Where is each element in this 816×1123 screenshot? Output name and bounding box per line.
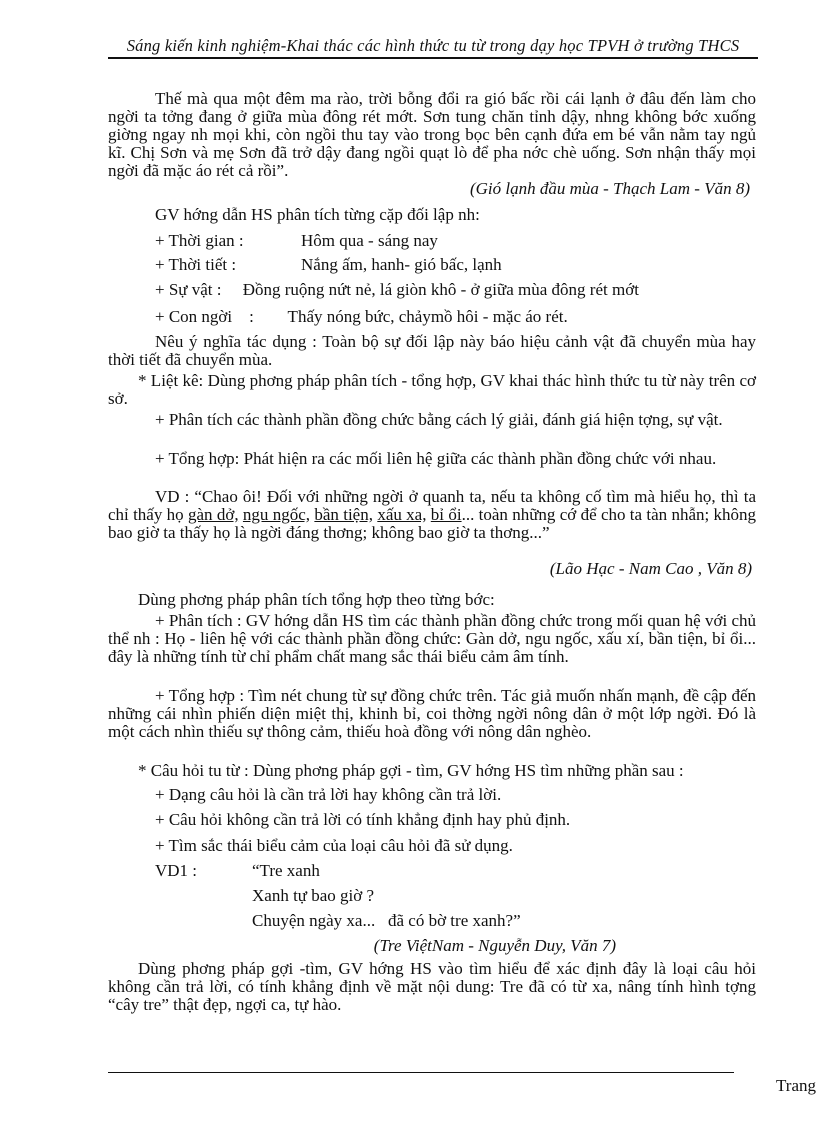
underlined-word-xau-xa: xấu xa, [377,505,427,524]
paragraph-step-synthesis: + Tổng hợp : Tìm nét chung từ sự đồng chức trên. Tác giả muốn nhấn mạnh, đề cập đến những cái nhìn phiến diện miệt thị, khinh bỉ, coi thờng ngời nông dân ở một lớp ngời. Đó là một cách nhìn thiếu sự thông cảm, thiếu hoà đồng với nông dân nghèo. [108,686,756,741]
pair-time [108,232,756,256]
bullet-question-emotion: + Tìm sắc thái biểu cảm của loại câu hỏi đã sử dụng. [155,836,513,855]
paragraph-rhetorical-question: * Câu hỏi tu từ : Dùng phơng pháp gợi - tìm, GV hớng HS tìm những phần sau : [138,761,684,780]
example-text-end: ... toàn những cớ để cho ta tàn nhẫn; không bao giờ ta thấy họ là ngời đáng thơng; không bao giờ ta thơng...” [108,505,757,542]
paragraph-conclusion: Dùng phơng pháp gợi -tìm, GV hớng HS vào tìm hiểu để xác định đây là loại câu hỏi không cần trả lời, có tính khẳng định về mặt nội dung: Tre đã có từ xa, nâng tính hình tợng “cây tre” thật đẹp, ngợi ca, tự hào. [108,959,756,1014]
header-rule [108,57,758,59]
pair-object: + Sự vật : Đồng ruộng nứt nẻ, lá giòn khô - ở giữa mùa đông rét mớt [155,280,639,299]
pair-weather [108,256,756,281]
paragraph-meaning: Nêu ý nghĩa tác dụng : Toàn bộ sự đối lập này báo hiệu cảnh vật đã chuyển mùa hay thời tiết đã chuyển mùa. [108,332,756,369]
citation-tre-viet-nam: (Tre ViệtNam - Nguyễn Duy, Văn 7) [373,936,616,955]
paragraph-liet-ke: * Liệt kê: Dùng phơng pháp phân tích - tổng hợp, GV khai thác hình thức tu từ này trên cơ sở. [108,371,756,408]
underlined-word-ban-tien: bần tiện, [314,505,373,524]
page-label: Trang [776,1076,816,1095]
paragraph-step-analysis: + Phân tích : GV hớng dẫn HS tìm các thành phần đồng chức trong mối quan hệ với chủ thể nh : Họ - liên hệ với các thành phần đồng chức: Gàn dở, ngu ngốc, xấu xí, bần tiện, bỉ ổi... đây là những tính từ chỉ phẩm chất mang sắc thái biểu cảm âm tính. [108,611,756,666]
page-header: Sáng kiến kinh nghiệm-Khai thác các hình thức tu từ trong dạy học TPVH ở trường THCS [126,36,740,55]
underlined-word-gan-do: gàn dở, [187,505,239,524]
poem-line-1: “Tre xanh [252,861,320,880]
poem-line-2: Xanh tự bao giờ ? [252,886,375,905]
citation-lao-hac: (Lão Hạc - Nam Cao , Văn 8) [549,559,752,578]
citation-gio-lanh: (Gió lạnh đầu mùa - Thạch Lam - Văn 8) [469,179,750,198]
document-body [108,90,756,1014]
poem-first-line [108,862,756,887]
bullet-question-affirm: + Câu hỏi không cần trả lời có tính khẳng định hay phủ định. [155,810,571,829]
footer-rule [108,1072,734,1073]
underlined-word-ngu-ngoc: ngu ngốc, [242,505,311,524]
pair-weather-value: Nắng ấm, hanh- gió bấc, lạnh [301,255,502,274]
paragraph-analysis: + Phân tích các thành phần đồng chức bằng cách lý giải, đánh giá hiện tợng, sự vật. [155,410,723,429]
paragraph-lao-hac-example [108,488,756,560]
pair-weather-label: + Thời tiết : [155,255,237,274]
poem-line-3: Chuyện ngày xa... đã có bờ tre xanh?” [252,911,521,930]
paragraph-gv-guide: GV hớng dẫn HS phân tích từng cặp đối lập nh: [155,205,480,224]
paragraph-synthesis: + Tổng hợp: Phát hiện ra các mối liên hệ giữa các thành phần đồng chức với nhau. [155,449,717,468]
underlined-word-bi-oi: bỉ ổi [430,505,462,524]
vd1-label: VD1 : [155,861,198,880]
paragraph-method-steps: Dùng phơng pháp phân tích tổng hợp theo từng bớc: [138,590,495,609]
pair-person: + Con ngời : Thấy nóng bức, chảymồ hôi - mặc áo rét. [155,307,568,326]
pair-time-label: + Thời gian : [155,231,244,250]
pair-time-value: Hôm qua - sáng nay [301,231,438,250]
paragraph-example-text: Thế mà qua một đêm ma rào, trời bỗng đổi ra gió bấc rồi cái lạnh ở đâu đến làm cho ngời ta tởng đang ở giữa mùa đông rét mớt. Sơn tung chăn tỉnh dậy, nhng không bớc xuống giờng ngay nh mọi khi, còn ngồi thu tay vào trong bọc bên cạnh đứa em bé vẫn nằm tay ngủ kĩ. Chị Sơn và mẹ Sơn đã trở dậy đang ngồi quạt lò để pha nớc chè uống. Sơn nhận thấy mọi ngời đã mặc áo rét cả rồi”. [108,89,756,180]
bullet-question-type: + Dạng câu hỏi là cần trả lời hay không cần trả lời. [155,785,502,804]
example-text-start: VD : “Chao ôi! Đối với những ngời ở quanh ta, nếu ta không cố tìm mà hiểu họ, thì ta chỉ thấy họ [108,487,756,524]
